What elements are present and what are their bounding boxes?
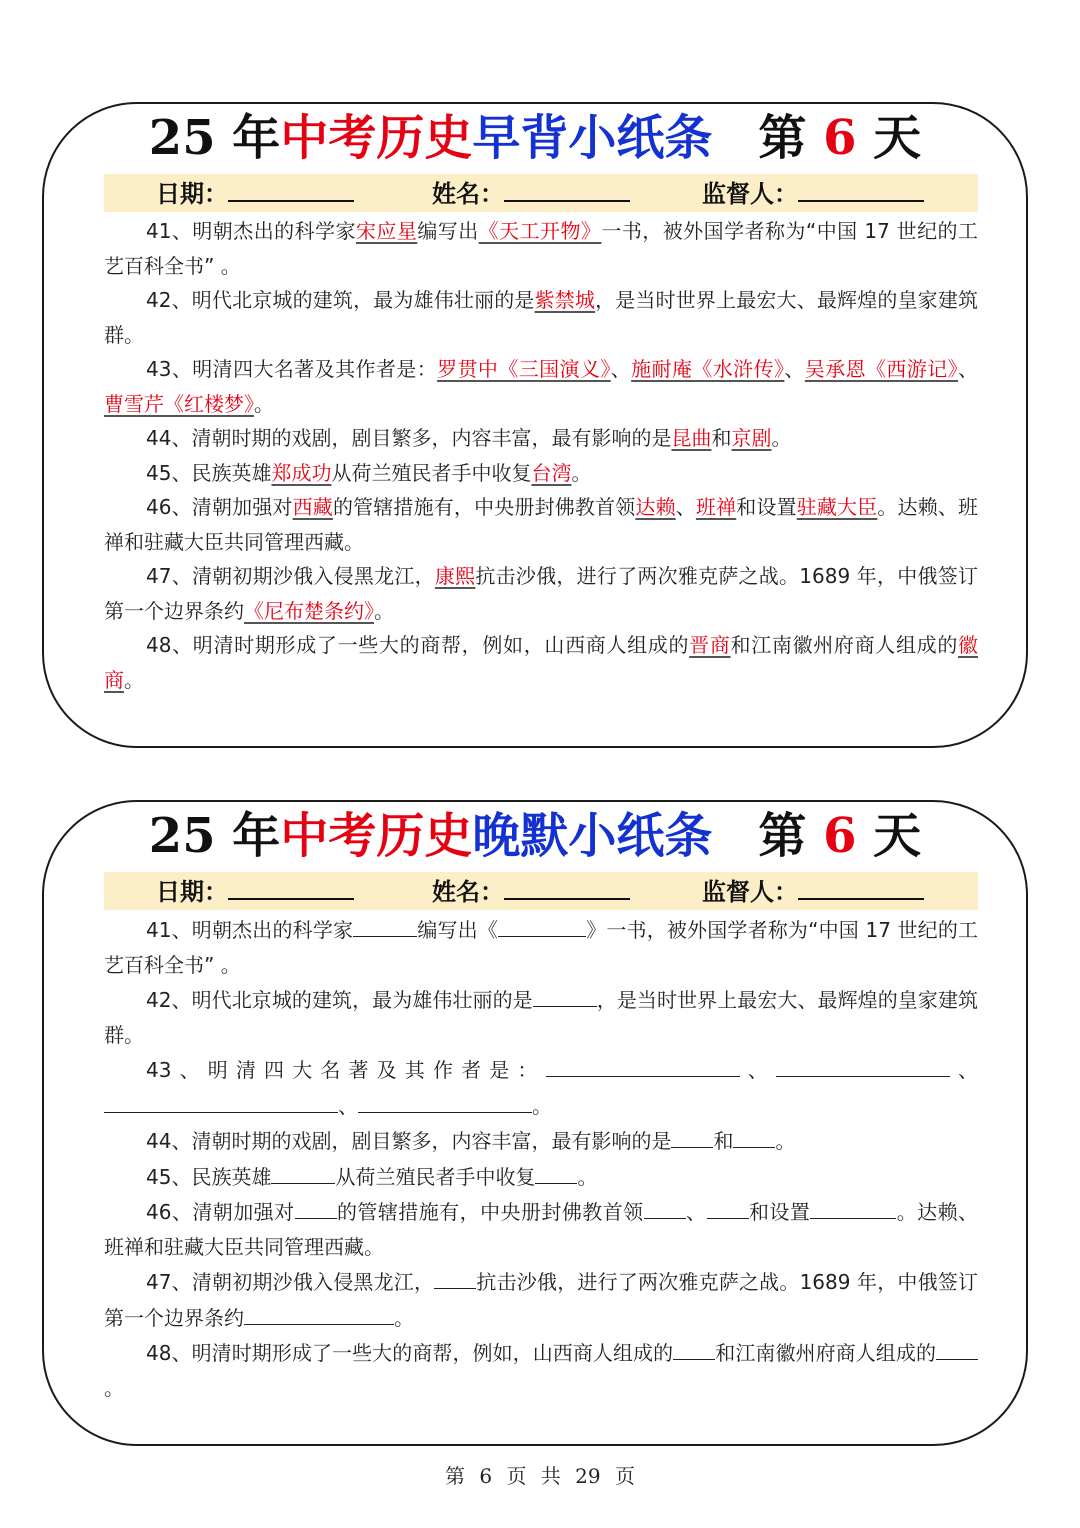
answer-blank[interactable] xyxy=(353,912,417,937)
date-field[interactable]: 日期： xyxy=(156,876,354,907)
item-47: 47、清朝初期沙俄入侵黑龙江， 抗击沙俄，进行了两次雅克萨之战。1689 年，中俄签订第一个边界条约 。 xyxy=(104,1264,978,1335)
evening-dictation-card xyxy=(42,800,1028,1446)
item-42: 42、明代北京城的建筑，最为雄伟壮丽的是紫禁城，是当时世界上最宏大、最辉煌的皇家建筑群。 xyxy=(104,288,979,347)
item-41: 41、明朝杰出的科学家 编写出《 》一书，被外国学者称为“中国 17 世纪的工艺百科全书” 。 xyxy=(104,912,978,982)
answer-blank[interactable] xyxy=(673,1335,715,1360)
answer-blank[interactable] xyxy=(434,1264,476,1289)
answer-blank[interactable] xyxy=(104,1088,276,1113)
item-46: 46、清朝加强对西藏的管辖措施有，中央册封佛教首领达赖、班禅和设置驻藏大臣。达赖、班禅和驻藏大臣共同管理西藏。 xyxy=(104,495,979,554)
answer-blank[interactable] xyxy=(295,1194,337,1219)
item-46: 46、清朝加强对 的管辖措施有，中央册封佛教首领 、 和设置 。达赖、班禅和驻藏大臣共同管理西藏。 xyxy=(104,1194,978,1264)
answer-blank[interactable] xyxy=(546,1052,740,1077)
answer-blank[interactable] xyxy=(733,1123,775,1148)
dictation-content xyxy=(104,912,978,1405)
info-fields-bar xyxy=(104,174,978,212)
item-47: 47、清朝初期沙俄入侵黑龙江，康熙抗击沙俄，进行了两次雅克萨之战。1689 年，中俄签订第一个边界条约《尼布楚条约》。 xyxy=(104,564,979,623)
item-43: 43、明清四大名著及其作者是：罗贯中《三国演义》、施耐庵《水浒传》、吴承恩《西游记》、曹雪芹《红楼梦》。 xyxy=(104,357,979,416)
item-48: 48、明清时期形成了一些大的商帮，例如，山西商人组成的晋商和江南徽州府商人组成的徽商。 xyxy=(104,633,979,692)
answer-blank[interactable] xyxy=(776,1052,950,1077)
item-48: 48、明清时期形成了一些大的商帮，例如，山西商人组成的 和江南徽州府商人组成的。 xyxy=(104,1335,978,1405)
answer-blank[interactable] xyxy=(671,1123,713,1148)
answer-blank[interactable] xyxy=(244,1300,394,1325)
page-number-footer: 第 6 页 共 29 页 xyxy=(445,1464,635,1488)
answer-blank[interactable] xyxy=(533,982,597,1007)
answer-blank[interactable] xyxy=(936,1335,978,1360)
answer-blank[interactable] xyxy=(535,1159,577,1184)
name-field[interactable]: 姓名： xyxy=(432,178,630,209)
item-41: 41、明朝杰出的科学家宋应星编写出《天工开物》一书，被外国学者称为“中国 17 世纪的工艺百科全书” 。 xyxy=(104,219,979,278)
item-44: 44、清朝时期的戏剧，剧目繁多，内容丰富，最有影响的是 和 。 xyxy=(104,1123,978,1159)
answer-blank[interactable] xyxy=(707,1194,749,1219)
answer-blank[interactable] xyxy=(358,1088,532,1113)
item-45: 45、民族英雄郑成功从荷兰殖民者手中收复台湾。 xyxy=(146,460,592,485)
card-title: 25 年中考历史早背小纸条 第 6 天 xyxy=(148,110,922,166)
item-44: 44、清朝时期的戏剧，剧目繁多，内容丰富，最有影响的是昆曲和京剧。 xyxy=(146,426,792,450)
item-42: 42、明代北京城的建筑，最为雄伟壮丽的是 ，是当时世界上最宏大、最辉煌的皇家建筑群。 xyxy=(104,982,978,1052)
item-45: 45、民族英雄 从荷兰殖民者手中收复 。 xyxy=(104,1159,978,1195)
recite-content xyxy=(104,214,978,697)
answer-blank[interactable] xyxy=(644,1194,686,1219)
date-field[interactable]: 日期： xyxy=(156,178,354,209)
info-fields-bar xyxy=(104,872,978,910)
answer-blank[interactable] xyxy=(498,912,586,937)
name-field[interactable]: 姓名： xyxy=(432,876,630,907)
answer-blank[interactable] xyxy=(810,1194,896,1219)
answer-blank[interactable] xyxy=(276,1088,338,1113)
answer-blank[interactable] xyxy=(271,1159,335,1184)
supervisor-field[interactable]: 监督人： xyxy=(702,876,924,907)
supervisor-field[interactable]: 监督人： xyxy=(702,178,924,209)
item-43: 43、明清四大名著及其作者是： 、 、、 。 xyxy=(104,1052,978,1123)
card-title: 25 年中考历史晚默小纸条 第 6 天 xyxy=(148,808,922,864)
morning-recite-card xyxy=(42,102,1028,748)
